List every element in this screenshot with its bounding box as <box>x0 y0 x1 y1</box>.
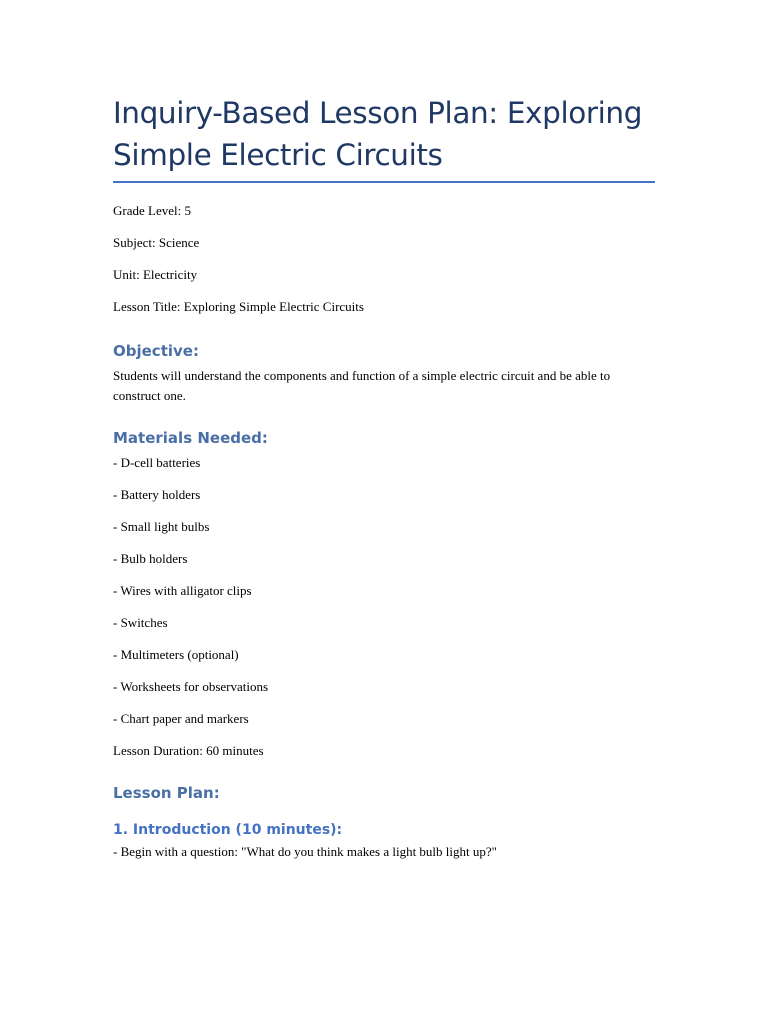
meta-grade-level: Grade Level: 5 <box>113 203 191 218</box>
document-title: Inquiry-Based Lesson Plan: Exploring Simple Electric Circuits <box>113 96 643 172</box>
lesson-plan-section <box>113 783 655 803</box>
material-item: - Small light bulbs <box>113 519 210 534</box>
lesson-meta <box>113 201 655 317</box>
meta-lesson-title: Lesson Title: Exploring Simple Electric Circuits <box>113 299 364 314</box>
material-item: - Multimeters (optional) <box>113 647 239 662</box>
document-content <box>113 92 655 862</box>
material-item: - Wires with alligator clips <box>113 583 252 598</box>
material-item: - Bulb holders <box>113 551 188 566</box>
introduction-item: - Begin with a question: "What do you think makes a light bulb light up?" <box>113 844 497 859</box>
lesson-duration: Lesson Duration: 60 minutes <box>113 743 264 758</box>
materials-heading: Materials Needed: <box>113 429 268 447</box>
material-item: - D-cell batteries <box>113 455 201 470</box>
meta-subject: Subject: Science <box>113 235 200 250</box>
material-item: - Worksheets for observations <box>113 679 269 694</box>
objective-text: Students will understand the components and function of a simple electric circuit and be able to construct one. <box>113 368 611 403</box>
material-item: - Chart paper and markers <box>113 711 249 726</box>
objective-heading: Objective: <box>113 342 199 360</box>
introduction-section <box>113 820 655 862</box>
meta-unit: Unit: Electricity <box>113 267 198 282</box>
title-underline <box>113 181 655 183</box>
objective-section <box>113 341 655 406</box>
material-item: - Battery holders <box>113 487 201 502</box>
lesson-plan-heading: Lesson Plan: <box>113 784 220 802</box>
introduction-heading: 1. Introduction (10 minutes): <box>113 822 343 838</box>
materials-section <box>113 428 655 761</box>
material-item: - Switches <box>113 615 168 630</box>
